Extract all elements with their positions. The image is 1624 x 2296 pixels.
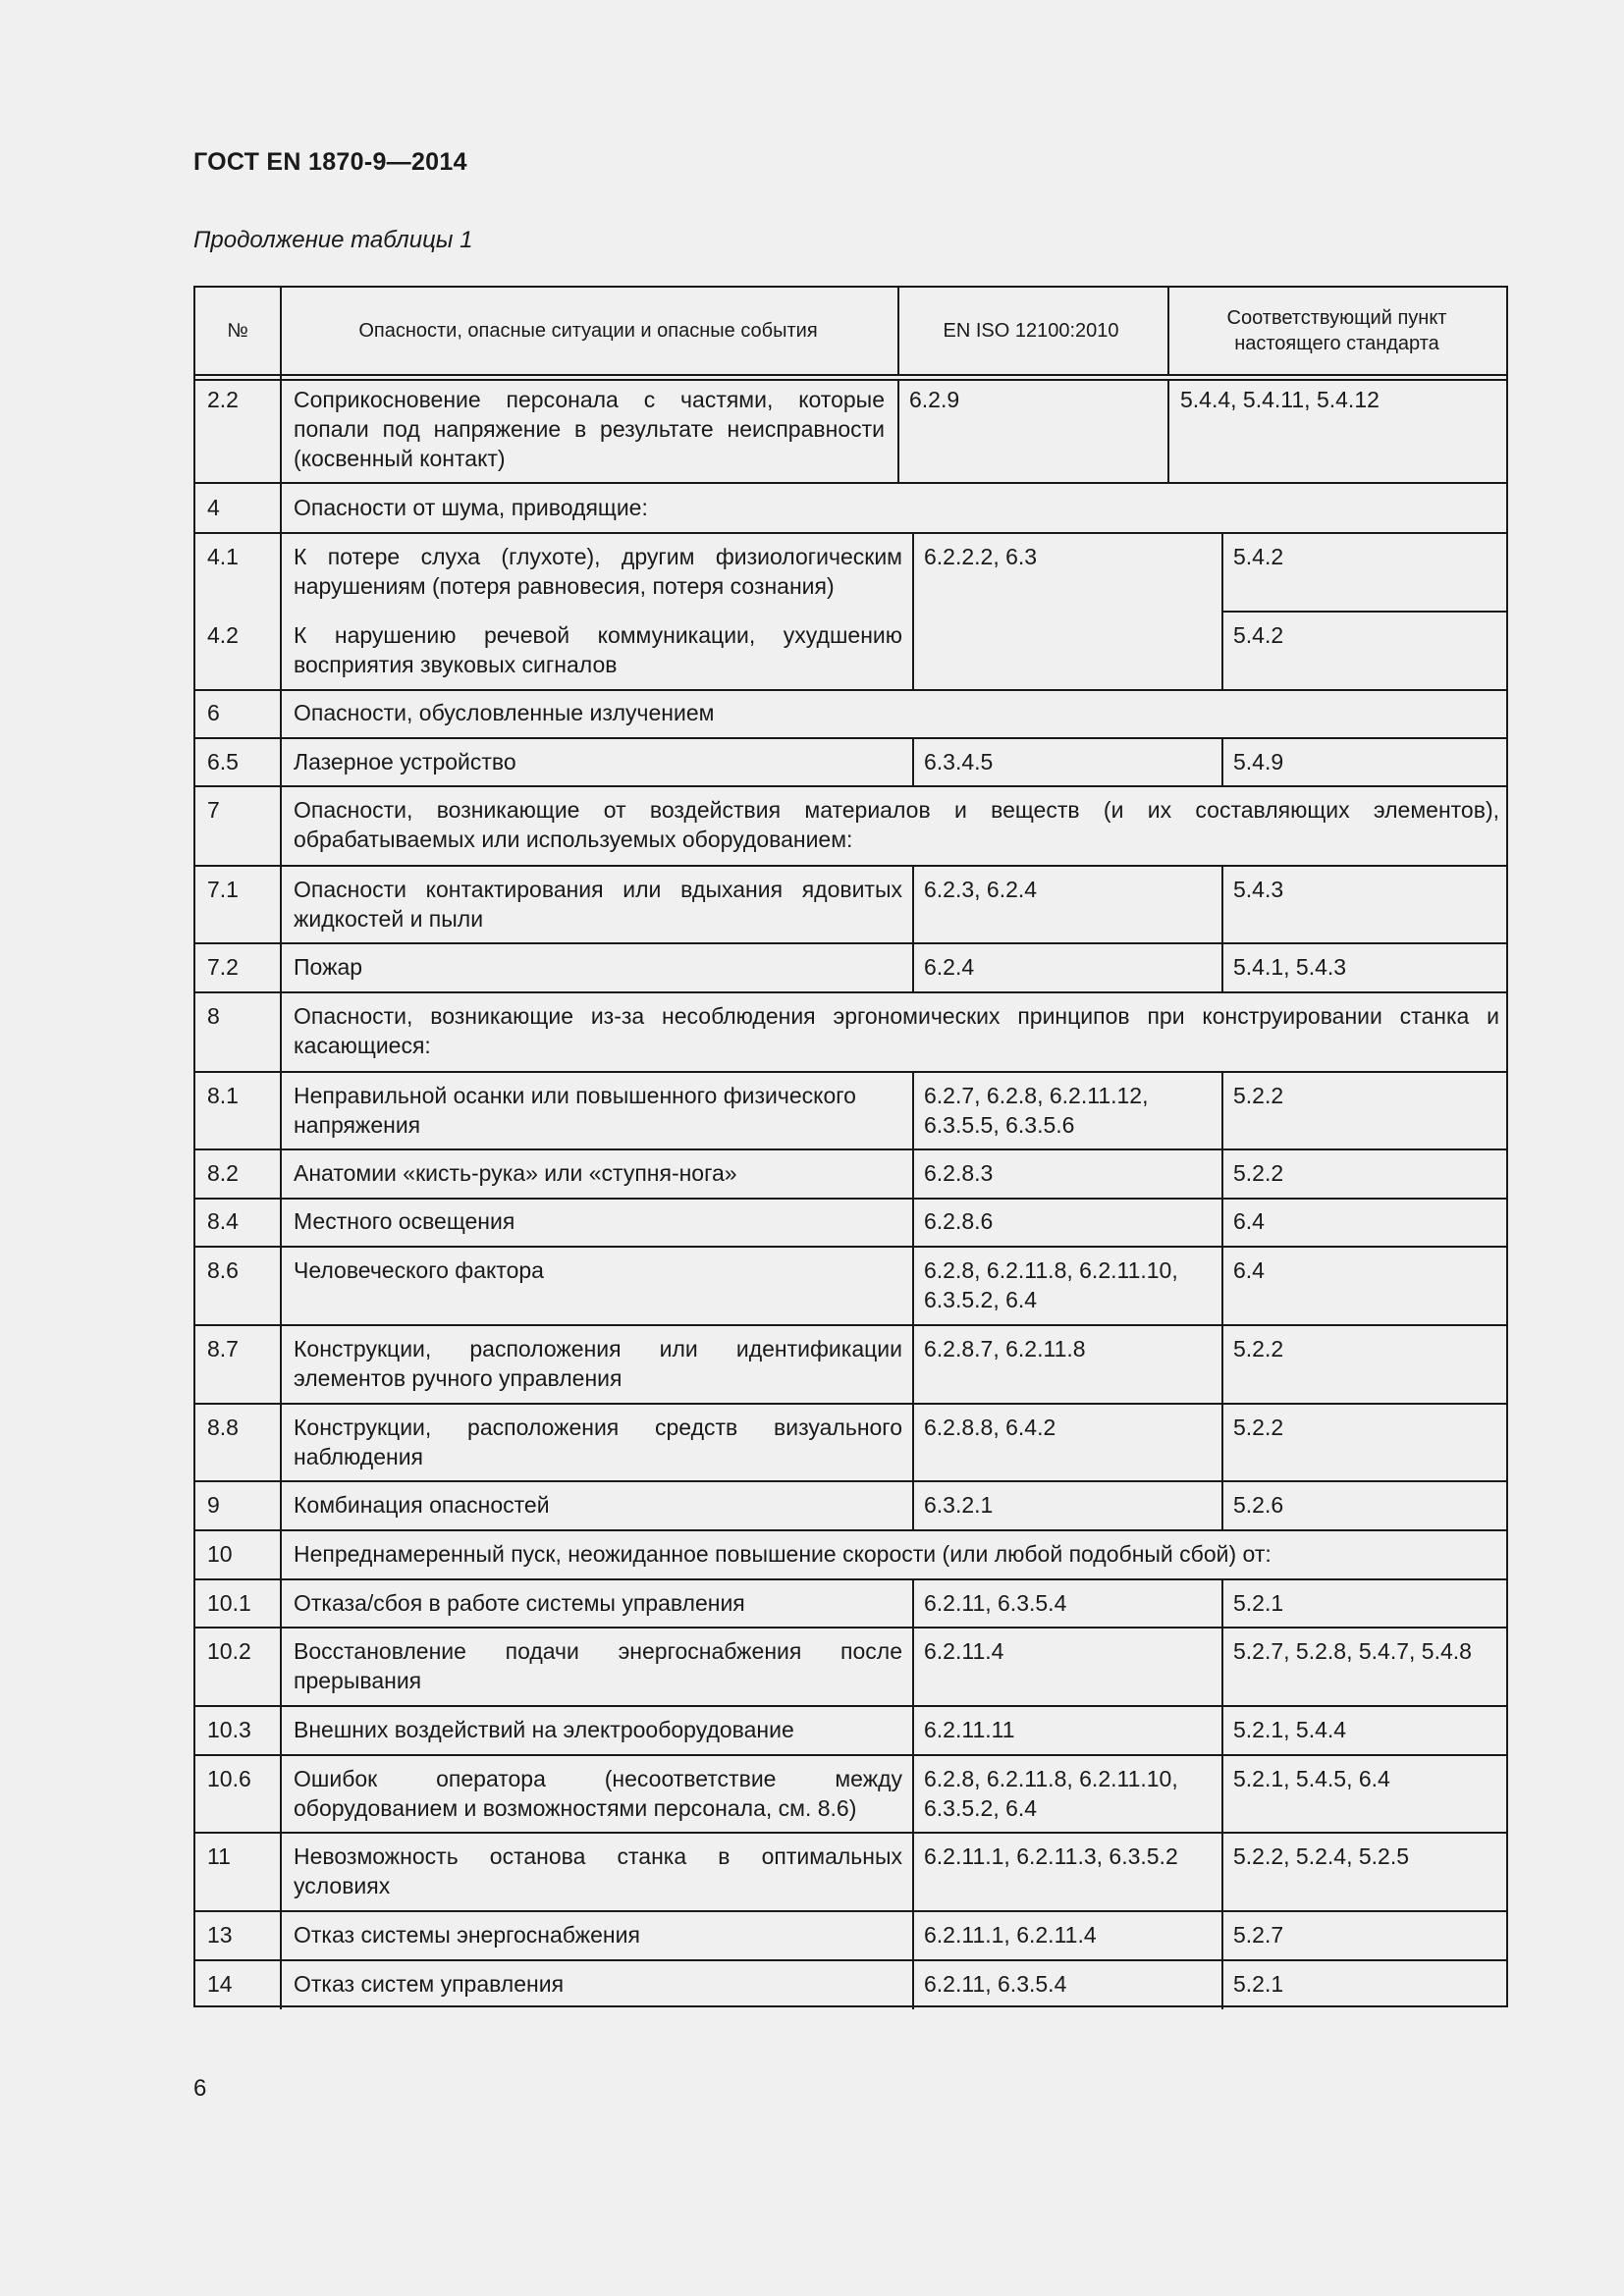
row-number: 8.7: [207, 1336, 239, 1362]
hazard-group-text: Опасности, обусловленные излучением: [294, 700, 715, 725]
row-divider: [195, 1754, 1506, 1756]
col-divider: [912, 865, 914, 991]
iso-ref: 6.2.11.4: [924, 1638, 1004, 1664]
iso-ref: 6.2.3, 6.2.4: [924, 877, 1038, 902]
clause-ref: 5.2.2: [1233, 1415, 1284, 1440]
row-number: 10.6: [207, 1766, 251, 1791]
iso-ref: 6.2.8.3: [924, 1160, 994, 1186]
row-number: 11: [207, 1843, 231, 1869]
header-iso: EN ISO 12100:2010: [943, 319, 1119, 342]
iso-ref: 6.2.4: [924, 954, 975, 980]
hazard-group-text: Опасности, возникающие из-за несоблюдения эргономических принципов при конструировании станка и касающиеся:: [294, 1003, 1499, 1058]
clause-ref: 5.2.1: [1233, 1590, 1284, 1616]
header-divider-second: [195, 379, 1506, 381]
row-number: 10: [207, 1541, 233, 1567]
clause-ref: 6.4: [1233, 1257, 1265, 1283]
hazard-text: Лазерное устройство: [294, 749, 516, 774]
iso-ref: 6.2.8.7, 6.2.11.8: [924, 1336, 1086, 1362]
row-number: 6: [207, 700, 220, 725]
iso-ref: 6.3.4.5: [924, 749, 994, 774]
col-divider: [1221, 1071, 1223, 1529]
hazard-group-text: Опасности, возникающие от воздействия материалов и веществ (и их составляющих элементов), обрабатываемых или используемых оборудованием:: [294, 797, 1499, 852]
row-divider: [195, 1071, 1506, 1073]
hazard-text: Конструкции, расположения или идентификации элементов ручного управления: [294, 1336, 902, 1391]
clause-ref: 5.2.1, 5.4.4: [1233, 1717, 1347, 1742]
header-hazard: Опасности, опасные ситуации и опасные события: [358, 319, 818, 342]
row-number: 10.1: [207, 1590, 251, 1616]
row-divider: [195, 1832, 1506, 1834]
hazard-text: Ошибок оператора (несоответствие между оборудованием и возможностями персонала, см. 8.6): [294, 1766, 902, 1821]
iso-ref: 6.2.8.8, 6.4.2: [924, 1415, 1056, 1440]
row-divider: [195, 991, 1506, 993]
hazard-group-text: Непреднамеренный пуск, неожиданное повышение скорости (или любой подобный сбой) от:: [294, 1541, 1272, 1567]
row-number: 10.3: [207, 1717, 251, 1742]
clause-ref: 5.2.1: [1233, 1971, 1284, 1997]
col-divider: [280, 288, 282, 2009]
hazard-text: К потере слуха (глухоте), другим физиологическим нарушениям (потеря равновесия, потеря сознания): [294, 544, 902, 599]
iso-ref: 6.2.11, 6.3.5.4: [924, 1590, 1067, 1616]
hazard-text: Соприкосновение персонала с частями, которые попали под напряжение в результате неисправности (косвенный контакт): [294, 387, 885, 471]
col-divider: [1167, 288, 1169, 374]
hazard-text: Комбинация опасностей: [294, 1492, 550, 1518]
iso-ref: 6.2.11.11: [924, 1717, 1015, 1742]
col-divider: [1167, 379, 1169, 482]
row-number: 7.1: [207, 877, 239, 902]
hazard-text: Местного освещения: [294, 1208, 515, 1234]
iso-ref: 6.2.11, 6.3.5.4: [924, 1971, 1067, 1997]
row-divider: [195, 1403, 1506, 1405]
iso-ref: 6.2.11.1, 6.2.11.4: [924, 1922, 1097, 1948]
row-divider: [1223, 611, 1508, 613]
row-number: 8.6: [207, 1257, 239, 1283]
hazard-text: Неправильной осанки или повышенного физического напряжения: [294, 1083, 856, 1138]
row-number: 4: [207, 495, 220, 520]
clause-ref: 5.4.2: [1233, 622, 1284, 648]
col-divider: [1221, 865, 1223, 991]
clause-ref: 5.4.9: [1233, 749, 1284, 774]
row-divider: [195, 1705, 1506, 1707]
row-divider: [195, 1578, 1506, 1580]
clause-ref: 5.2.7, 5.2.8, 5.4.7, 5.4.8: [1233, 1638, 1472, 1664]
clause-ref: 6.4: [1233, 1208, 1265, 1234]
row-divider: [195, 1959, 1506, 1961]
row-number: 7.2: [207, 954, 239, 980]
iso-ref: 6.2.8.6: [924, 1208, 994, 1234]
col-divider: [1221, 737, 1223, 785]
hazard-text: Опасности контактирования или вдыхания ядовитых жидкостей и пыли: [294, 877, 902, 932]
row-number: 2.2: [207, 387, 239, 412]
clause-ref: 5.4.1, 5.4.3: [1233, 954, 1347, 980]
row-number: 4.2: [207, 622, 239, 648]
iso-ref: 6.2.2.2, 6.3: [924, 544, 1038, 569]
row-number: 8.2: [207, 1160, 239, 1186]
hazard-text: Отказ систем управления: [294, 1971, 565, 1997]
row-divider: [195, 482, 1506, 484]
hazards-table: [193, 286, 1508, 2007]
clause-ref: 5.2.7: [1233, 1922, 1284, 1948]
hazard-text: Конструкции, расположения средств визуального наблюдения: [294, 1415, 902, 1469]
row-divider: [195, 1910, 1506, 1912]
row-divider: [195, 785, 1506, 787]
hazard-text: Отказа/сбоя в работе системы управления: [294, 1590, 745, 1616]
iso-ref: 6.3.2.1: [924, 1492, 994, 1518]
row-number: 9: [207, 1492, 220, 1518]
row-number: 4.1: [207, 544, 239, 569]
clause-ref: 5.4.3: [1233, 877, 1284, 902]
clause-ref: 5.2.2: [1233, 1083, 1284, 1108]
iso-ref: 6.2.9: [909, 387, 960, 412]
hazard-text: Анатомии «кисть-рука» или «ступня-нога»: [294, 1160, 737, 1186]
row-number: 13: [207, 1922, 233, 1948]
row-divider: [195, 1480, 1506, 1482]
iso-ref: 6.2.8, 6.2.11.8, 6.2.11.10, 6.3.5.2, 6.4: [924, 1766, 1178, 1821]
header-num: №: [227, 319, 248, 342]
page-number: 6: [193, 2075, 207, 2102]
clause-ref: 5.2.2: [1233, 1336, 1284, 1362]
clause-ref: 5.4.4, 5.4.11, 5.4.12: [1180, 387, 1380, 412]
hazard-text: Восстановление подачи энергоснабжения после прерывания: [294, 1638, 902, 1693]
row-number: 8.4: [207, 1208, 239, 1234]
iso-ref: 6.2.11.1, 6.2.11.3, 6.3.5.2: [924, 1843, 1178, 1869]
row-divider: [195, 1198, 1506, 1200]
document-header: ГОСТ EN 1870-9—2014: [193, 148, 467, 176]
hazard-text: Отказ системы энергоснабжения: [294, 1922, 640, 1948]
clause-ref: 5.2.2, 5.2.4, 5.2.5: [1233, 1843, 1410, 1869]
row-number: 8.8: [207, 1415, 239, 1440]
col-divider: [897, 379, 899, 482]
row-number: 14: [207, 1971, 233, 1997]
row-number: 10.2: [207, 1638, 251, 1664]
row-number: 8.1: [207, 1083, 239, 1108]
row-divider: [195, 689, 1506, 691]
col-divider: [912, 737, 914, 785]
row-divider: [195, 1148, 1506, 1150]
row-divider: [195, 1324, 1506, 1326]
hazard-text: Внешних воздействий на электрооборудование: [294, 1717, 794, 1742]
table-caption: Продолжение таблицы 1: [193, 227, 473, 253]
col-divider: [897, 288, 899, 374]
row-number: 6.5: [207, 749, 239, 774]
col-divider: [912, 1578, 914, 2009]
iso-ref: 6.2.8, 6.2.11.8, 6.2.11.10, 6.3.5.2, 6.4: [924, 1257, 1178, 1312]
row-divider: [195, 865, 1506, 867]
hazard-text: Пожар: [294, 954, 363, 980]
row-divider: [195, 1627, 1506, 1629]
iso-ref: 6.2.7, 6.2.8, 6.2.11.12, 6.3.5.5, 6.3.5.6: [924, 1083, 1149, 1138]
col-divider: [912, 1071, 914, 1529]
clause-ref: 5.4.2: [1233, 544, 1284, 569]
clause-ref: 5.2.6: [1233, 1492, 1284, 1518]
col-divider: [1221, 1578, 1223, 2009]
header-divider: [195, 374, 1506, 376]
hazard-text: К нарушению речевой коммуникации, ухудшению восприятия звуковых сигналов: [294, 622, 902, 677]
row-divider: [195, 737, 1506, 739]
row-divider: [195, 942, 1506, 944]
header-clause: Соответствующий пункт настоящего стандарта: [1226, 306, 1447, 354]
hazard-text: Человеческого фактора: [294, 1257, 544, 1283]
row-divider: [195, 532, 1506, 534]
clause-ref: 5.2.2: [1233, 1160, 1284, 1186]
row-number: 8: [207, 1003, 220, 1029]
col-divider: [1221, 532, 1223, 689]
clause-ref: 5.2.1, 5.4.5, 6.4: [1233, 1766, 1390, 1791]
hazard-text: Невозможность останова станка в оптимальных условиях: [294, 1843, 902, 1898]
row-divider: [195, 1246, 1506, 1248]
col-divider: [912, 532, 914, 689]
hazard-group-text: Опасности от шума, приводящие:: [294, 495, 648, 520]
row-number: 7: [207, 797, 220, 823]
row-divider: [195, 1529, 1506, 1531]
